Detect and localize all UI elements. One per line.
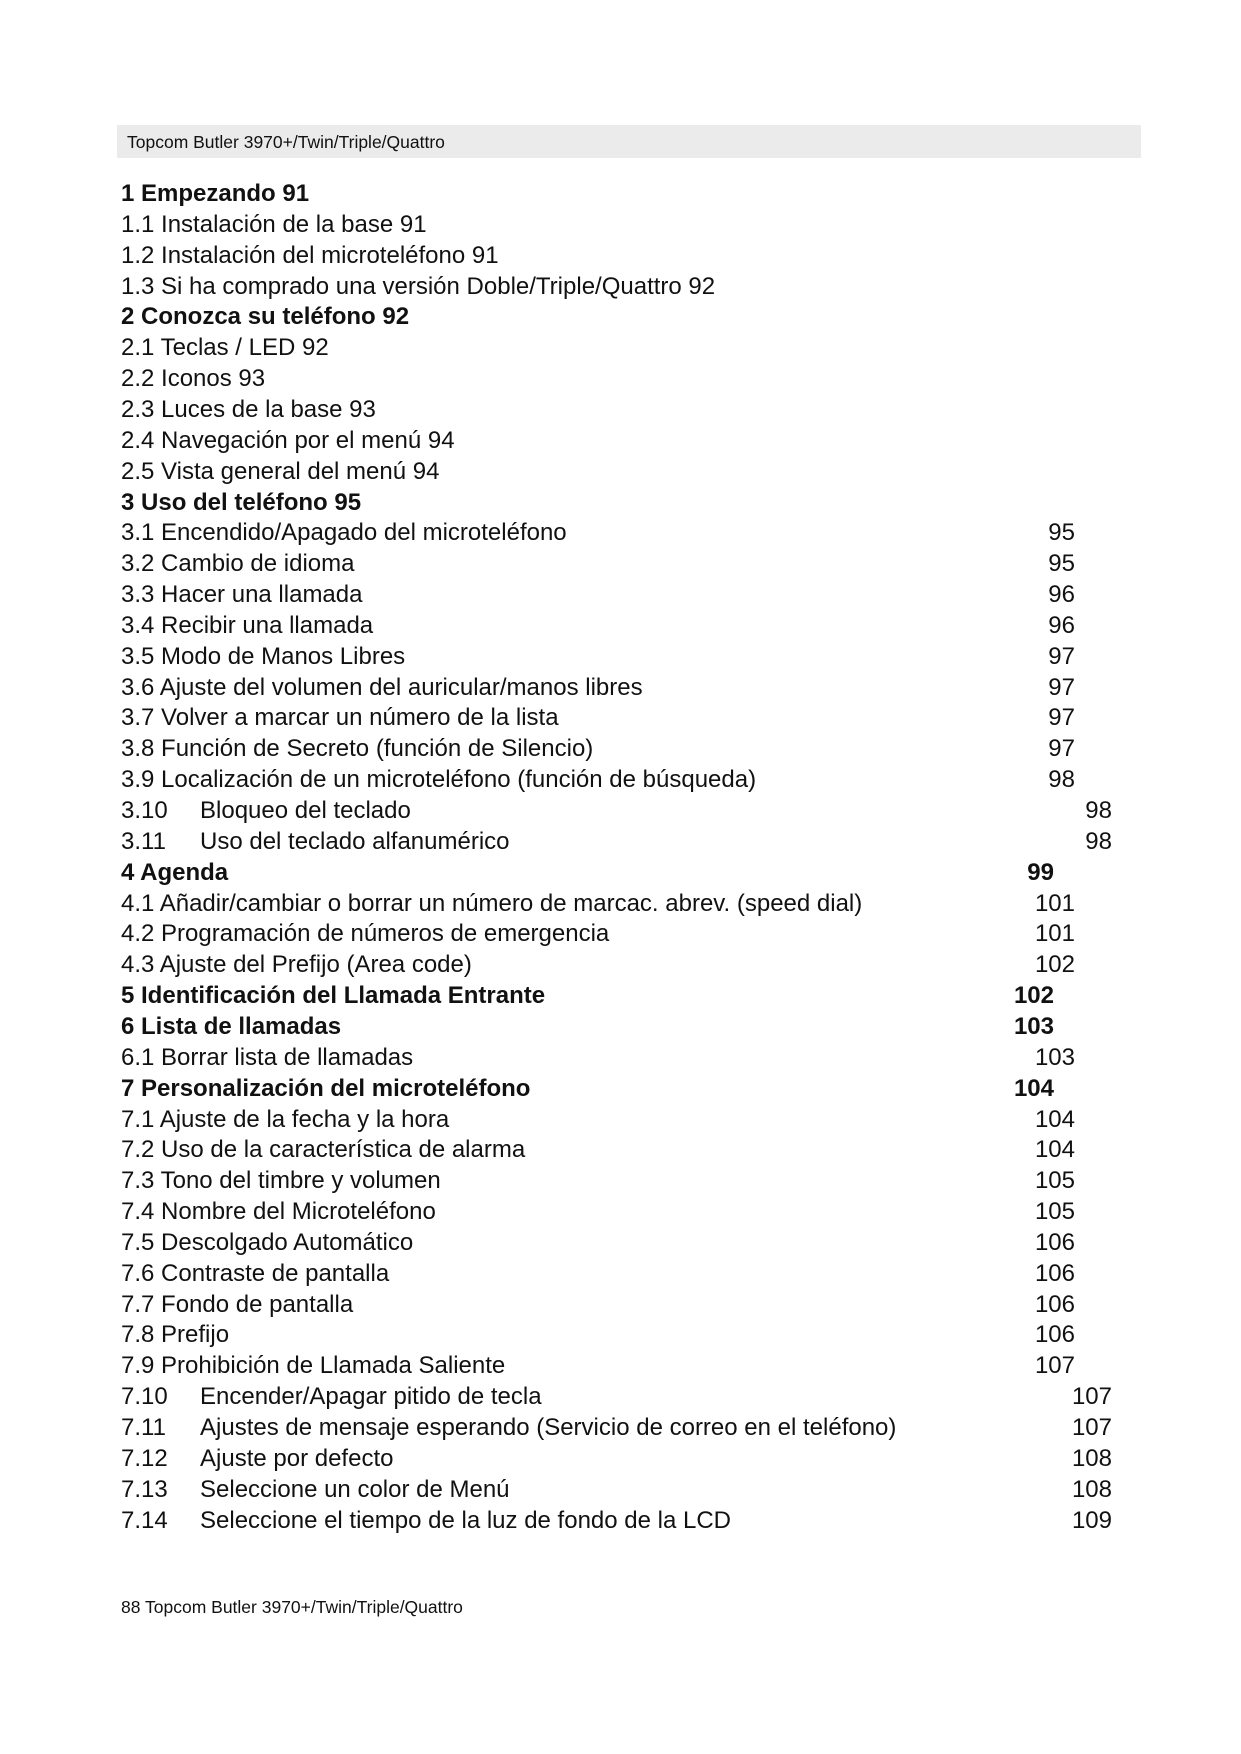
toc-entry[interactable] xyxy=(121,889,1121,919)
toc-entry-page: 97 xyxy=(1048,673,1075,701)
toc-entry-title: 4.2 Programación de números de emergencia xyxy=(121,920,610,948)
toc-entry-title: 2 Conozca su teléfono 92 xyxy=(121,303,410,331)
toc-entry-page: 104 xyxy=(1034,1105,1075,1133)
toc-entry-title: 7.1 Ajuste de la fecha y la hora xyxy=(121,1105,450,1133)
toc-entry-title: 3.6 Ajuste del volumen del auricular/manos libres xyxy=(121,673,643,701)
toc-entry-page: 98 xyxy=(1085,797,1112,824)
toc-entry-title: 7 Personalización del microteléfono xyxy=(121,1074,531,1102)
toc-entry-title: 3 Uso del teléfono 95 xyxy=(121,488,362,516)
toc-entry-title: 5 Identificación del Llamada Entrante xyxy=(121,982,546,1010)
toc-entry[interactable] xyxy=(121,1228,1121,1258)
toc-entry-page: 96 xyxy=(1048,581,1075,609)
toc-entry-title: Encender/Apagar pitido de tecla xyxy=(200,1383,542,1411)
toc-entry-page: 98 xyxy=(1085,827,1112,855)
toc-entry[interactable] xyxy=(121,1166,1121,1196)
toc-entry-title: 6.1 Borrar lista de llamadas xyxy=(121,1043,414,1071)
page-header xyxy=(117,125,1141,158)
toc-entry-title: 2.1 Teclas / LED 92 xyxy=(121,334,329,362)
toc-entry-title: Bloqueo del teclado xyxy=(200,797,411,824)
toc-entry-page: 107 xyxy=(1071,1414,1112,1441)
toc-entry-page: 109 xyxy=(1071,1506,1112,1534)
toc-entry-title: 3.5 Modo de Manos Libres xyxy=(121,642,406,670)
toc-entry-title: 7.6 Contraste de pantalla xyxy=(121,1259,390,1287)
toc-entry-page: 97 xyxy=(1048,704,1075,732)
toc-entry[interactable] xyxy=(121,549,1121,579)
toc-entry[interactable] xyxy=(121,488,1121,518)
toc-entry-page: 103 xyxy=(1034,1043,1075,1071)
toc-entry-title: 7.4 Nombre del Microteléfono xyxy=(121,1198,436,1226)
toc-entry-title: 1.1 Instalación de la base 91 xyxy=(121,210,427,238)
toc-entry-page: 96 xyxy=(1048,611,1075,639)
toc-entry[interactable] xyxy=(121,1259,1121,1289)
toc-entry-title: 1.3 Si ha comprado una versión Doble/Triple/Quattro 92 xyxy=(121,272,716,300)
toc-entry[interactable] xyxy=(121,364,1121,394)
toc-entry-page: 102 xyxy=(1034,951,1075,979)
toc-entry[interactable] xyxy=(121,1197,1121,1227)
toc-entry-page: 97 xyxy=(1048,642,1075,670)
toc-entry-title: 1 Empezando 91 xyxy=(121,180,310,207)
toc-entry[interactable] xyxy=(121,827,1121,857)
toc-entry-title: 3.9 Localización de un microteléfono (función de búsqueda) xyxy=(121,766,757,794)
toc-entry[interactable] xyxy=(121,1012,1121,1042)
toc-entry-title: 4.1 Añadir/cambiar o borrar un número de marcac. abrev. (speed dial) xyxy=(121,889,863,917)
toc-entry-page: 95 xyxy=(1048,550,1075,578)
toc-entry[interactable] xyxy=(121,734,1121,764)
toc-entry-title: Seleccione un color de Menú xyxy=(200,1475,510,1503)
header-title: Topcom Butler 3970+/Twin/Triple/Quattro xyxy=(127,132,445,152)
toc-entry-page: 105 xyxy=(1034,1198,1075,1226)
toc-entry-title: 1.2 Instalación del microteléfono 91 xyxy=(121,241,499,269)
toc-entry-title: 3.7 Volver a marcar un número de la lista xyxy=(121,704,559,732)
toc-entry-title: 3.4 Recibir una llamada xyxy=(121,611,374,639)
toc-entry[interactable] xyxy=(121,1444,1121,1474)
toc-entry-title: 2.2 Iconos 93 xyxy=(121,365,266,393)
toc-entry-page: 97 xyxy=(1048,735,1075,763)
toc-entry[interactable] xyxy=(121,1105,1121,1135)
toc-entry[interactable] xyxy=(121,1074,1121,1104)
toc-entry-title: 6 Lista de llamadas xyxy=(121,1012,342,1040)
toc-entry[interactable] xyxy=(121,1320,1121,1350)
toc-entry[interactable] xyxy=(121,1382,1121,1412)
toc-entry[interactable] xyxy=(121,302,1121,332)
toc-entry-page: 99 xyxy=(1027,858,1054,886)
toc-entry[interactable] xyxy=(121,395,1121,425)
toc-entry[interactable] xyxy=(121,518,1121,548)
toc-entry-title: Ajuste por defecto xyxy=(200,1444,394,1472)
toc-entry-title: Ajustes de mensaje esperando (Servicio de correo en el teléfono) xyxy=(200,1414,897,1441)
toc-entry[interactable] xyxy=(121,272,1121,302)
toc-entry-page: 102 xyxy=(1013,982,1054,1010)
toc-entry[interactable] xyxy=(121,333,1121,363)
toc-entry-page: 105 xyxy=(1034,1167,1075,1195)
toc-entry-number: 3.10 xyxy=(121,797,168,824)
toc-entry[interactable] xyxy=(121,703,1121,733)
toc-entry-title: 7.7 Fondo de pantalla xyxy=(121,1290,354,1318)
toc-entry-page: 106 xyxy=(1034,1228,1075,1256)
toc-entry-number: 3.11 xyxy=(121,827,166,855)
toc-entry-title: 2.3 Luces de la base 93 xyxy=(121,395,376,423)
toc-entry-title: 3.3 Hacer una llamada xyxy=(121,581,363,609)
toc-entry-number: 7.14 xyxy=(121,1506,168,1534)
toc-entry-title: 7.9 Prohibición de Llamada Saliente xyxy=(121,1352,506,1380)
toc-entry-title: 2.4 Navegación por el menú 94 xyxy=(121,426,455,454)
toc-entry[interactable] xyxy=(121,919,1121,949)
toc-entry-page: 98 xyxy=(1048,766,1075,794)
toc-entry-page: 95 xyxy=(1048,519,1075,547)
toc-entry-page: 101 xyxy=(1034,889,1075,917)
toc-entry[interactable] xyxy=(121,1506,1121,1536)
toc-entry-title: Uso del teclado alfanumérico xyxy=(200,827,510,855)
toc-entry[interactable] xyxy=(121,1413,1121,1443)
toc-entry[interactable] xyxy=(121,426,1121,456)
toc-entry-title: 4 Agenda xyxy=(121,858,229,886)
toc-entry-page: 107 xyxy=(1034,1352,1075,1380)
toc-entry-page: 101 xyxy=(1034,920,1075,948)
toc-entry-title: 7.5 Descolgado Automático xyxy=(121,1228,414,1256)
toc-entry-title: 7.8 Prefijo xyxy=(121,1321,230,1349)
toc-entry-title: 3.1 Encendido/Apagado del microteléfono xyxy=(121,519,567,547)
toc-entry-page: 107 xyxy=(1071,1383,1112,1411)
page-footer: 88 Topcom Butler 3970+/Twin/Triple/Quattro xyxy=(121,1597,463,1617)
toc-entry[interactable] xyxy=(121,179,1121,209)
toc-entry-number: 7.11 xyxy=(121,1414,166,1441)
toc-entry-title: 7.3 Tono del timbre y volumen xyxy=(121,1167,441,1195)
toc-entry[interactable] xyxy=(121,1475,1121,1505)
toc-entry-title: Seleccione el tiempo de la luz de fondo de la LCD xyxy=(200,1506,731,1534)
toc-entry-title: 3.8 Función de Secreto (función de Silencio) xyxy=(121,735,594,763)
toc-entry[interactable] xyxy=(121,950,1121,980)
toc-entry[interactable] xyxy=(121,858,1121,888)
toc-entry[interactable] xyxy=(121,642,1121,672)
toc-entry-page: 104 xyxy=(1013,1074,1054,1102)
toc-entry[interactable] xyxy=(121,981,1121,1011)
toc-entry[interactable] xyxy=(121,796,1121,826)
toc-entry-page: 106 xyxy=(1034,1290,1075,1318)
toc-entry[interactable] xyxy=(121,1290,1121,1320)
toc-entry-page: 106 xyxy=(1034,1259,1075,1287)
toc-entry[interactable] xyxy=(121,765,1121,795)
toc-entry-page: 108 xyxy=(1071,1475,1112,1503)
toc-entry[interactable] xyxy=(121,457,1121,487)
toc-entry[interactable] xyxy=(121,1351,1121,1381)
toc-entry-title: 4.3 Ajuste del Prefijo (Area code) xyxy=(121,951,472,979)
toc-entry-number: 7.12 xyxy=(121,1444,168,1472)
toc-entry-page: 103 xyxy=(1013,1012,1054,1040)
toc-entry-title: 2.5 Vista general del menú 94 xyxy=(121,457,440,485)
toc-entry-title: 7.2 Uso de la característica de alarma xyxy=(121,1136,526,1164)
toc-entry[interactable] xyxy=(121,1043,1121,1073)
toc-entry-page: 108 xyxy=(1071,1444,1112,1472)
toc-entry[interactable] xyxy=(121,1135,1121,1165)
toc-entry-page: 104 xyxy=(1034,1136,1075,1164)
toc-entry-number: 7.10 xyxy=(121,1383,168,1411)
toc-entry[interactable] xyxy=(121,611,1121,641)
toc-entry-page: 106 xyxy=(1034,1321,1075,1349)
toc-entry[interactable] xyxy=(121,210,1121,240)
toc-entry-number: 7.13 xyxy=(121,1475,168,1503)
toc-entry-title: 3.2 Cambio de idioma xyxy=(121,550,355,578)
toc-entry[interactable] xyxy=(121,580,1121,610)
toc-entry[interactable] xyxy=(121,241,1121,271)
toc-entry[interactable] xyxy=(121,673,1121,703)
